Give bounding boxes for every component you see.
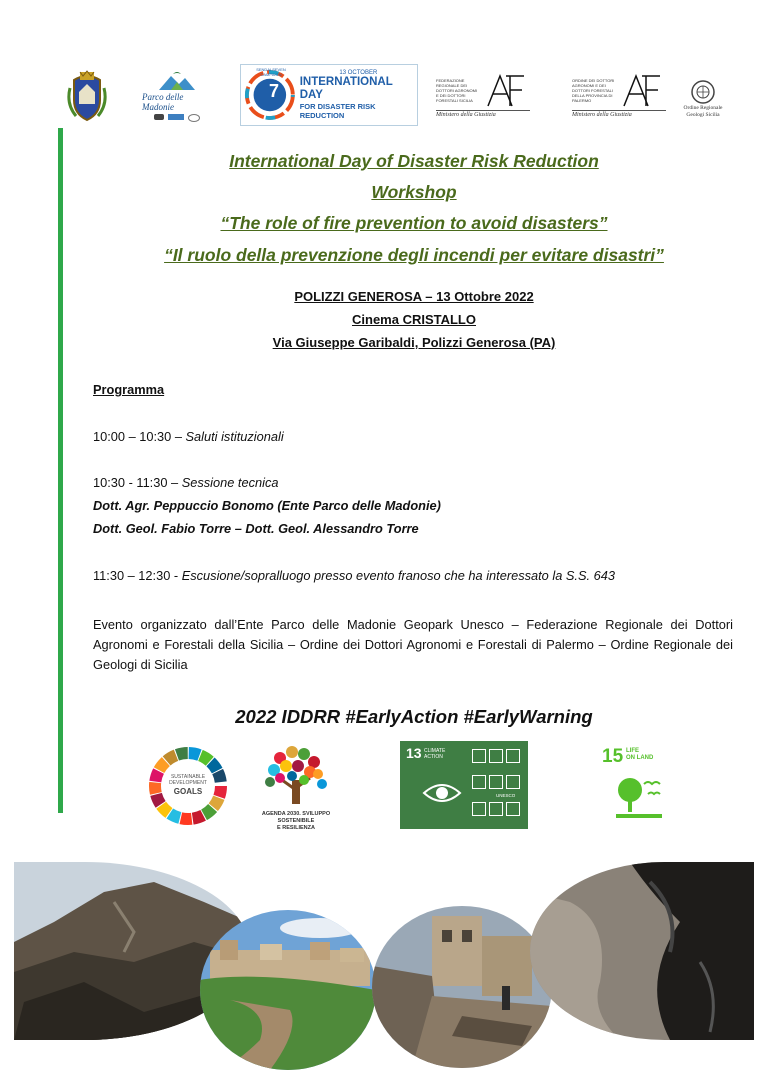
wheel-label3: GOALS (173, 787, 203, 796)
fed-text: FEDERAZIONE REGIONALE DEI DOTTORI AGRONOMI E DEI DOTTORI FORESTALI SICILIA (436, 78, 478, 103)
organizers-line2: Agronomi e Forestali della Sicilia – Ordine dei Dottori Agronomi e Forestali di Palermo – Ordine Regionale dei (93, 637, 733, 652)
agenda-2030-logo (246, 744, 346, 830)
life-label1: LIFE (626, 748, 639, 754)
title-line2: Workshop (371, 182, 457, 202)
programma-slot2 (93, 475, 278, 490)
ordine-palermo-af-logo (572, 66, 670, 126)
sdg-wheel-logo (148, 746, 228, 826)
accent-bar (58, 128, 63, 813)
geologi-seal-icon (690, 79, 716, 105)
slot3-title: Escusione/sopralluogo presso evento franoso che ha interessato la S.S. 643 (181, 568, 615, 583)
programma-slot1 (93, 429, 284, 444)
idrr-number: 7 (268, 81, 279, 101)
landslide-photo-image (372, 906, 552, 1068)
speaker1: Dott. Agr. Peppuccio Bonomo (Ente Parco delle Madonie) (93, 498, 441, 513)
town-photo-image (200, 910, 376, 1070)
mountain-bird-icon (157, 68, 197, 92)
programma-slot3 (93, 568, 615, 583)
sdg15-life-logo (596, 744, 676, 828)
wheel-label1: SUSTAINABLE (170, 774, 206, 780)
venue-date: POLIZZI GENEROSA – 13 Ottobre 2022 (294, 289, 534, 304)
slot1-title: Saluti istituzionali (185, 429, 284, 444)
idrr-line1: INTERNATIONAL DAY (299, 76, 393, 101)
life-number: 15 (602, 746, 624, 767)
programma-heading: Programma (93, 382, 165, 397)
af-monogram-icon-2 (620, 74, 664, 108)
slot2-title: Sessione tecnica (181, 475, 279, 490)
title-line1: International Day of Disaster Risk Reduction (229, 151, 599, 171)
climate-targets-grid (472, 749, 522, 825)
idrr-date: 13 OCTOBER (339, 70, 378, 76)
photo-burnt-rock (530, 862, 754, 1040)
title-line3: “The role of fire prevention to avoid disasters” (220, 213, 608, 233)
federazione-af-logo (436, 66, 534, 126)
tree-birds-icon (612, 774, 666, 820)
parco-label: Parco delle Madonie (142, 92, 184, 112)
slot1-time: 10:00 – 10:30 – (93, 429, 182, 444)
logo-row (0, 62, 768, 130)
geologi-logo (680, 72, 726, 126)
burnt-rock-photo-image (530, 862, 754, 1040)
ord-text: ORDINE DEI DOTTORI AGRONOMI E DEI DOTTORI FORESTALI DELLA PROVINCIA DI PALERMO (572, 78, 615, 103)
idrr-logo (240, 64, 418, 126)
crest-icon (66, 70, 108, 122)
eye-globe-icon (422, 781, 462, 805)
sdg-wheel-icon (148, 746, 228, 826)
wheel-label2: DEVELOPMENT (169, 780, 207, 786)
hashtags: 2022 IDDRR #EarlyAction #EarlyWarning (235, 706, 593, 727)
photo-collapsed-road (372, 906, 552, 1068)
sdg13-climate-logo (400, 741, 528, 829)
fed-caption: Ministero della Giustizia (436, 111, 496, 118)
climate-label2: ACTION (424, 754, 443, 760)
venue-address: Via Giuseppe Garibaldi, Polizzi Generosa (PA) (272, 335, 556, 350)
parco-madonie-logo (142, 66, 212, 124)
life-label2: ON LAND (626, 755, 654, 761)
climate-unesco: UNESCO (496, 793, 516, 798)
photo-town-hill (200, 910, 376, 1070)
idrr-line2: FOR DISASTER RISK REDUCTION (299, 102, 376, 120)
af-monogram-icon (484, 74, 528, 108)
ord-caption: Ministero della Giustizia (572, 111, 632, 118)
sdg-tree-icon (246, 744, 346, 806)
slot3-time: 11:30 – 12:30 - (93, 568, 179, 583)
venue-place: Cinema CRISTALLO (352, 312, 476, 327)
organizers-line3: Geologi di Sicilia (93, 657, 188, 672)
speaker2: Dott. Geol. Fabio Torre – Dott. Geol. Alessandro Torre (93, 521, 419, 536)
organizers-line1: Evento organizzato dall’Ente Parco delle Madonie Geopark Unesco – Federazione Regionale dei Dottori (93, 617, 733, 632)
comune-crest-logo (66, 70, 108, 122)
geologi-caption: Ordine Regionale Geologi Sicilia (683, 105, 723, 118)
idrr-sendai: SENDAI SEVEN CAMPAIGN (256, 67, 286, 77)
agenda-line2: E RESILIENZA (277, 825, 315, 831)
agenda-line1: AGENDA 2030. SVILUPPO SOSTENIBILE (261, 811, 331, 824)
slot2-time: 10:30 - 11:30 – (93, 475, 179, 490)
climate-label1: CLIMATE (424, 748, 446, 754)
climate-number: 13 (406, 745, 422, 761)
title-line4: “Il ruolo della prevenzione degli incendi per evitare disastri” (164, 245, 664, 265)
